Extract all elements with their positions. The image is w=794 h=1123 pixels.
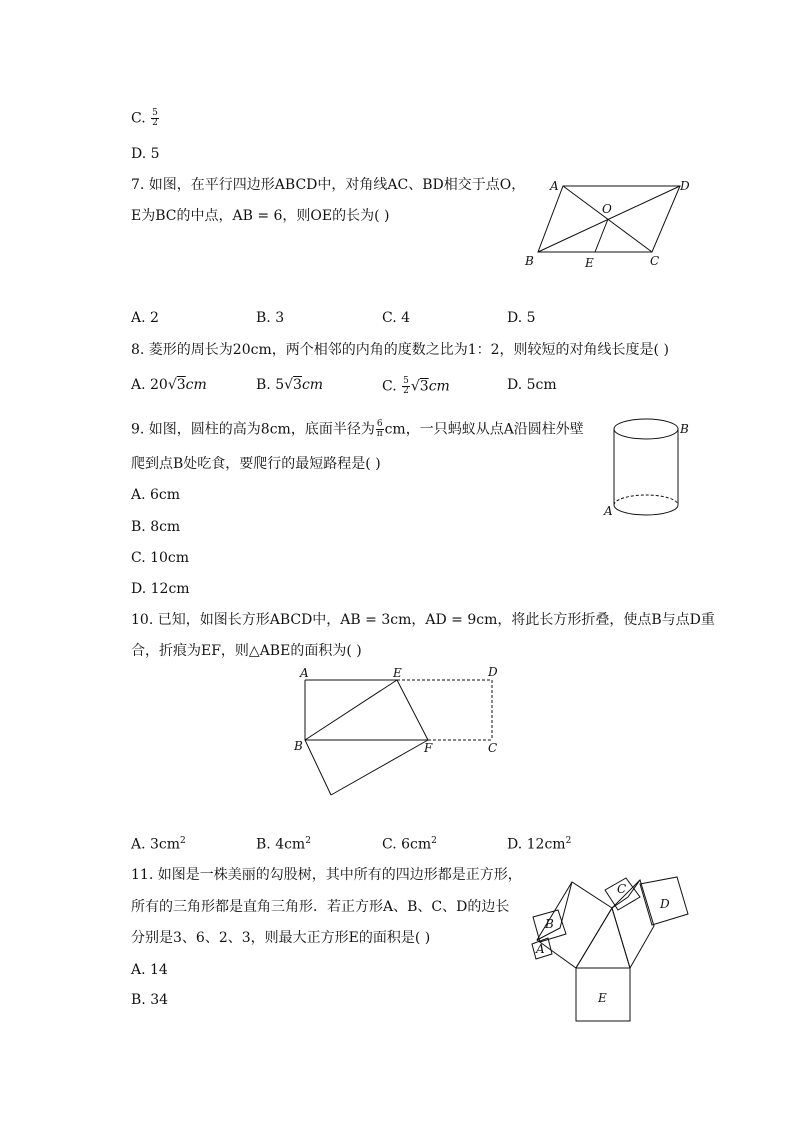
q8-option-d: D. 5cm (507, 377, 557, 393)
q7-text-line2: E为BC的中点，AB = 6，则OE的长为( ) (131, 208, 390, 224)
label-c: C (650, 254, 660, 268)
q7-option-a: A. 2 (131, 310, 159, 326)
q10-option-c: C. $6cm^2$ (382, 836, 437, 853)
q11-option-a: A. 14 (131, 962, 168, 978)
label-a: A (604, 504, 613, 518)
label-a: A (550, 179, 559, 193)
q10-option-a: A. $3cm^2$ (131, 836, 186, 853)
q7-option-b: B. 3 (256, 310, 285, 326)
q11-text-line1: 11. 如图是一株美丽的勾股树，其中所有的四边形都是正方形， (131, 867, 522, 883)
q7-option-c: C. 4 (382, 310, 411, 326)
label-e: E (393, 666, 402, 680)
q8-option-c: C. $\frac{5}{2}$ √3cm (382, 376, 450, 396)
q11-text-line3: 分别是3、6、2、3，则最大正方形E的面积是( ) (131, 930, 431, 946)
q9-option-a: A. 6cm (131, 487, 181, 503)
q10-text-line1: 10. 已知，如图长方形ABCD中，AB = 3cm，AD = 9cm，将此长方形折叠，使点B与点D重 (131, 612, 715, 628)
label-b: B (294, 739, 303, 753)
label-c: C (488, 741, 498, 755)
label-a: A (536, 942, 545, 956)
q11-option-b: B. 34 (131, 992, 169, 1008)
label-d: D (488, 665, 498, 679)
label-d: D (680, 179, 690, 193)
label-e: E (585, 256, 594, 270)
label-o: O (602, 202, 612, 216)
q9-text-line1: 9. 如图，圆柱的高为8cm，底面半径为 $\frac{6}{\pi}$ cm，一只蚂蚁从点A沿圆柱外壁 (131, 419, 584, 439)
q9-option-c: C. 10cm (131, 550, 190, 566)
q8-text: 8. 菱形的周长为20cm，两个相邻的内角的度数之比为1：2，则较短的对角线长度是( ) (131, 342, 669, 358)
label-a: A (300, 666, 309, 680)
label-b: B (680, 422, 689, 436)
q9-option-b: B. 8cm (131, 519, 181, 535)
q9-option-d: D. 12cm (131, 581, 190, 597)
label-b: B (525, 254, 534, 268)
fraction: $\frac{5}{2}$ (152, 108, 158, 128)
label-f: F (424, 741, 433, 755)
q9-text-line2: 爬到点B处吃食，要爬行的最短路程是( ) (131, 456, 381, 472)
q7-text-line1: 7. 如图，在平行四边形ABCD中，对角线AC、BD相交于点O， (131, 177, 526, 193)
label-d: D (660, 897, 670, 911)
q6-option-c: C. $\frac{5}{2}$ (131, 108, 158, 128)
q10-option-b: B. $4cm^2$ (256, 836, 311, 853)
fraction: $\frac{6}{\pi}$ (376, 419, 383, 439)
label-e: E (598, 991, 607, 1005)
label-c: C (617, 882, 627, 896)
label-b: B (545, 917, 554, 931)
q10-option-d: D. $12cm^2$ (507, 836, 572, 853)
q7-option-d: D. 5 (507, 310, 536, 326)
q10-text-line2: 合，折痕为EF，则△ABE的面积为( ) (131, 643, 362, 659)
q8-option-a: A. 20√3cm (131, 377, 207, 393)
q6-option-d: D. 5 (131, 146, 160, 162)
q8-option-b: B. 5√3cm (256, 377, 324, 393)
q11-text-line2: 所有的三角形都是直角三角形．若正方形A、B、C、D的边长 (131, 899, 510, 915)
